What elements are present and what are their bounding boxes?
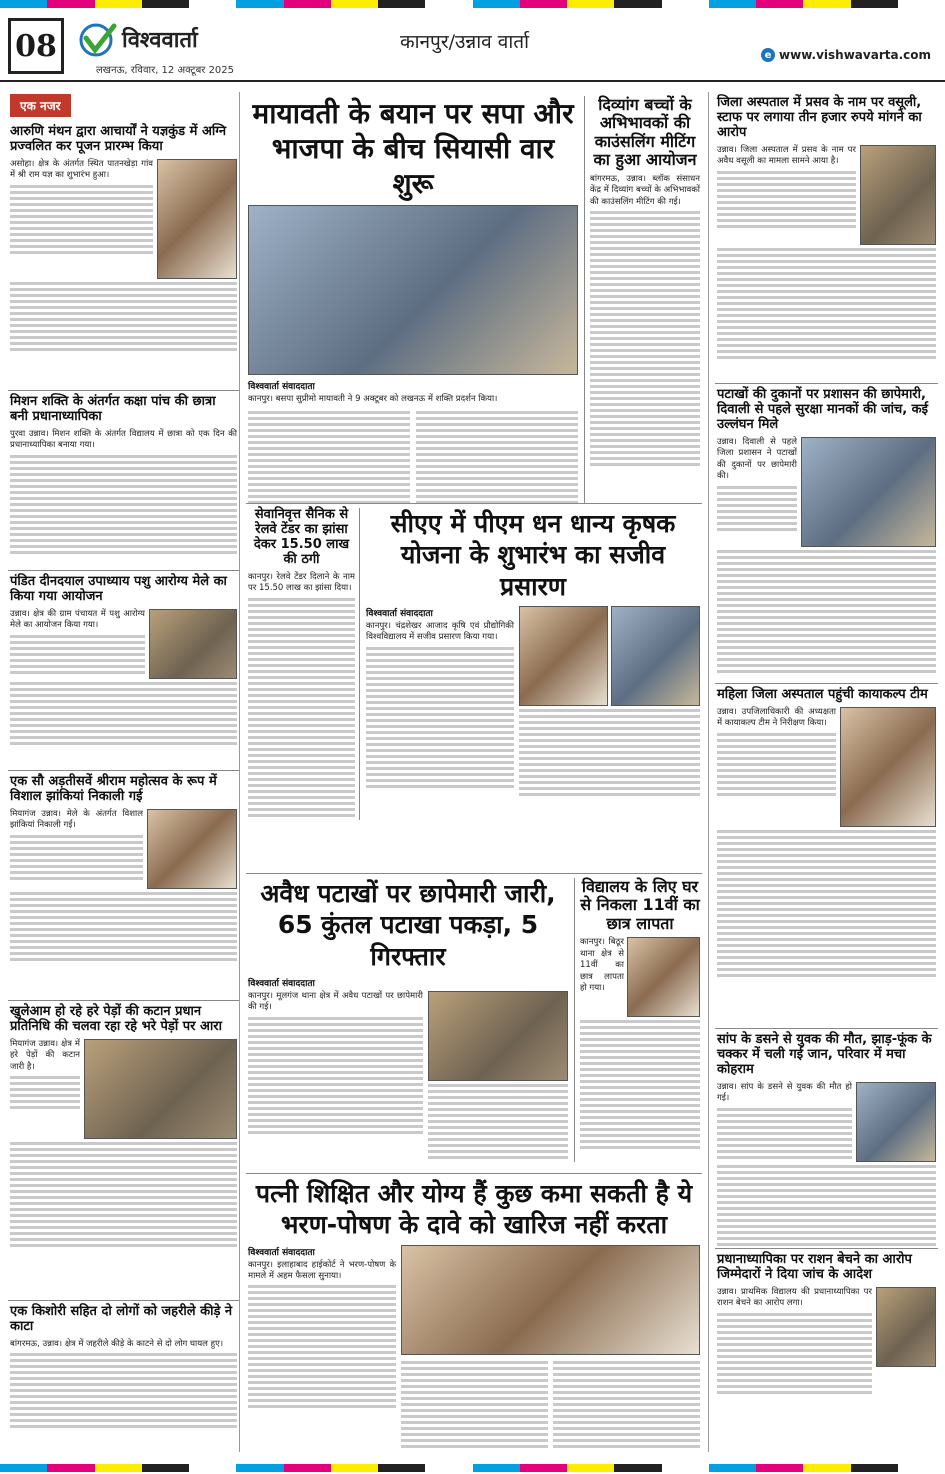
story-photo — [611, 606, 700, 706]
story-lead: उन्नाव। जिला अस्पताल में प्रसव के नाम पर अवैध वसूली का मामला सामने आया है। — [717, 144, 856, 167]
story-photo — [147, 809, 237, 889]
story-body-lines — [590, 211, 700, 466]
story-body-lines — [519, 709, 700, 796]
middle-column — [246, 92, 702, 1452]
byline: विश्ववार्ता संवाददाता — [248, 1247, 315, 1258]
story-body-lines — [401, 1358, 548, 1451]
story-body-lines — [580, 1020, 700, 1149]
story-lead: बांगरमऊ, उन्नाव। क्षेत्र में जहरीले कीड़े के काटने से दो लोग घायल हुए। — [10, 1338, 224, 1349]
story-photo — [157, 159, 237, 279]
story-lead: उन्नाव। प्राथमिक विद्यालय की प्रधानाध्यापिका पर राशन बेचने का आरोप लगा। — [717, 1286, 872, 1309]
story — [715, 1029, 938, 1249]
story-lead: मियागंज उन्नाव। क्षेत्र में हरे पेड़ों की कटान जारी है। — [10, 1038, 80, 1072]
story-headline: जिला अस्पताल में प्रसव के नाम पर वसूली, स्टाफ पर लगाया तीन हजार रुपये मांगने का आरोप — [717, 95, 922, 140]
story-lead: कानपुर। चंद्रशेखर आजाद कृषि एवं प्रौद्योगिकी विश्वविद्यालय में सजीव प्रसारण किया गया। — [366, 620, 514, 643]
logo-check-icon — [78, 22, 118, 58]
story — [8, 121, 239, 391]
court-story — [246, 1174, 702, 1450]
lead-story — [246, 92, 702, 504]
story — [8, 1001, 239, 1301]
story-lead: उन्नाव। उपजिलाधिकारी की अध्यक्षता में कायाकल्प टीम ने निरीक्षण किया। — [717, 706, 836, 729]
byline: विश्ववार्ता संवाददाता — [248, 978, 315, 989]
section-tag: एक नजर — [10, 94, 71, 117]
story-body-lines — [10, 1076, 80, 1109]
middle-row — [246, 504, 702, 874]
story — [8, 391, 239, 571]
masthead — [0, 10, 945, 82]
story-photo — [801, 437, 936, 547]
story-photo — [519, 606, 608, 706]
story-body-lines — [717, 486, 797, 531]
story-photo — [84, 1039, 237, 1139]
bottom-registration-bar — [0, 1464, 945, 1472]
section-title: कानपुर/उन्नाव वार्ता — [400, 31, 530, 53]
story-headline: महिला जिला अस्पताल पहुंची कायाकल्प टीम — [717, 687, 928, 702]
court-photo — [401, 1245, 700, 1355]
story-body-lines — [717, 248, 936, 359]
student-photo — [627, 937, 700, 1017]
story-photo — [840, 707, 936, 827]
left-column — [8, 92, 240, 1452]
crackers-headline: अवैध पटाखों पर छापेमारी जारी, 65 कुंतल पटाखा पकड़ा, 5 गिरफ्तार — [260, 879, 556, 971]
crackers-row — [246, 874, 702, 1174]
story-lead: मियागंज उन्नाव। मेले के अंतर्गत विशाल झांकियां निकाली गईं। — [10, 808, 143, 831]
story-headline: एक सौ अड़तीसवें श्रीराम महोत्सव के रूप में विशाल झांकियां निकाली गई — [10, 774, 217, 804]
story — [715, 1249, 938, 1439]
story-lead: उन्नाव। दिवाली से पहले जिला प्रशासन ने पटाखों की दुकानों पर छापेमारी की। — [717, 436, 797, 482]
story-lead: पुरवा उन्नाव। मिशन शक्ति के अंतर्गत विद्यालय में छात्रा को एक दिन की प्रधानाध्यापिका बनाया गया। — [10, 428, 237, 451]
story-headline: आरुणि मंथन द्वारा आचार्यों ने यज्ञकुंड में अग्नि प्रज्वलित कर पूजन प्रारम्भ किया — [10, 124, 227, 154]
story-lead: उन्नाव। सांप के डसने से युवक की मौत हो गई। — [717, 1081, 852, 1104]
story-body-lines — [717, 550, 936, 673]
story-body-lines — [10, 1142, 237, 1247]
side-headline: दिव्यांग बच्चों के अभिभावकों की काउंसलिंग मीटिंग का हुआ आयोजन — [593, 95, 697, 170]
story — [8, 571, 239, 771]
story-body-lines — [10, 682, 237, 745]
story-body-lines — [416, 408, 578, 504]
story-body-lines — [248, 408, 410, 504]
story-headline: पंडित दीनदयाल उपाध्याय पशु आरोग्य मेले का किया गया आयोजन — [10, 574, 227, 604]
student-headline: विद्यालय के लिए घर से निकला 11वीं का छात्र लापता — [580, 877, 700, 933]
story-photo — [149, 609, 237, 679]
story-lead: असोहा। क्षेत्र के अंतर्गत स्थित पातनखेड़ा गांव में श्री राम यज्ञ का शुभारंभ हुआ। — [10, 158, 153, 181]
story-body-lines — [717, 171, 856, 228]
story — [715, 384, 938, 684]
story-body-lines — [10, 282, 237, 351]
page-number: 08 — [8, 18, 64, 74]
story — [8, 1301, 239, 1451]
story-headline: प्रधानाध्यापिका पर राशन बेचने का आरोप जिम्मेदारों ने दिया जांच के आदेश — [717, 1252, 912, 1282]
story — [715, 92, 938, 384]
story-lead: कानपुर। बसपा सुप्रीमो मायावती ने 9 अक्टूबर को लखनऊ में शक्ति प्रदर्शन किया। — [248, 394, 498, 404]
story-body-lines — [717, 1165, 936, 1246]
story-headline: पटाखों की दुकानों पर प्रशासन की छापेमारी, दिवाली से पहले सुरक्षा मानकों की जांच, कई उल्लंघन मिले — [717, 387, 929, 432]
lead-photo — [248, 205, 578, 375]
globe-e-icon: e — [761, 48, 775, 62]
small-headline: सेवानिवृत्त सैनिक से रेलवे टेंडर का झांसा देकर 15.50 लाख की ठगी — [253, 507, 350, 567]
story-body-lines — [717, 733, 836, 796]
brand-name: विश्ववार्ता — [122, 27, 198, 53]
story-body-lines — [717, 830, 936, 977]
story-headline: एक किशोरी सहित दो लोगों को जहरीले कीड़े ने काटा — [10, 1304, 233, 1334]
story-photo — [428, 991, 568, 1081]
story-body-lines — [248, 1017, 423, 1134]
story-headline: सांप के डसने से युवक की मौत, झाड़-फूंक के चक्कर में चली गई जान, परिवार में मचा कोहराम — [717, 1032, 932, 1077]
story-body-lines — [10, 1353, 237, 1428]
story — [715, 684, 938, 1029]
story-body-lines — [717, 1108, 852, 1159]
story-headline: खुलेआम हो रहे हरे पेड़ों की कटान प्रधान प्रतिनिधि की चलवा रहा रहे भरे पेड़ों पर आरा — [10, 1004, 222, 1034]
story-body-lines — [10, 455, 237, 554]
story-body-lines — [366, 647, 514, 788]
story-photo — [856, 1082, 936, 1162]
story-body-lines — [553, 1358, 700, 1451]
story-lead: कानपुर। बिठूर थाना क्षेत्र से 11वीं का छात्र लापता हो गया। — [580, 937, 624, 994]
story-body-lines — [10, 835, 143, 880]
story-body-lines — [10, 635, 145, 674]
story-lead: कानपुर। मूलगंज थाना क्षेत्र में अवैध पटाखों पर छापेमारी की गई। — [248, 990, 423, 1013]
story-lead: कानपुर। रेलवे टेंडर दिलाने के नाम पर 15.50 लाख का झांसा दिया। — [248, 571, 355, 594]
story-body-lines — [10, 892, 237, 961]
website-text: www.vishwavarta.com — [779, 48, 931, 62]
website-link[interactable] — [761, 48, 931, 62]
story-lead: बांगरमऊ, उन्नाव। ब्लॉक संसाधन केंद्र में दिव्यांग बच्चों के अभिभावकों की काउंसलिंग मीटिंग की गई। — [590, 173, 700, 207]
story-body-lines — [248, 1285, 396, 1408]
byline: विश्ववार्ता संवाददाता — [366, 608, 433, 619]
story-body-lines — [428, 1084, 568, 1159]
story-photo — [860, 145, 936, 245]
story-body-lines — [248, 598, 355, 817]
top-registration-bar — [0, 0, 945, 8]
story-lead: कानपुर। इलाहाबाद हाईकोर्ट ने भरण-पोषण के मामले में अहम फैसला सुनाया। — [248, 1259, 396, 1281]
lead-headline: मायावती के बयान पर सपा और भाजपा के बीच सियासी वार शुरू — [252, 97, 574, 200]
story-headline: मिशन शक्ति के अंतर्गत कक्षा पांच की छात्रा बनी प्रधानाध्यापिका — [10, 394, 216, 424]
story — [8, 771, 239, 1001]
story-body-lines — [717, 1313, 872, 1394]
right-column — [708, 92, 938, 1452]
story-body-lines — [10, 185, 153, 254]
story-lead: उन्नाव। क्षेत्र की ग्राम पंचायत में पशु आरोग्य मेले का आयोजन किया गया। — [10, 608, 145, 631]
story-photo — [876, 1287, 936, 1367]
court-headline: पत्नी शिक्षित और योग्य हैं कुछ कमा सकती है ये भरण-पोषण के दावे को खारिज नहीं करता — [255, 1179, 693, 1240]
pm-headline: सीएए में पीएम धन धान्य कृषक योजना के शुभारंभ का सजीव प्रसारण — [390, 509, 676, 601]
byline: विश्ववार्ता संवाददाता — [248, 382, 315, 392]
dateline: लखनऊ, रविवार, 12 अक्टूबर 2025 — [96, 65, 235, 76]
